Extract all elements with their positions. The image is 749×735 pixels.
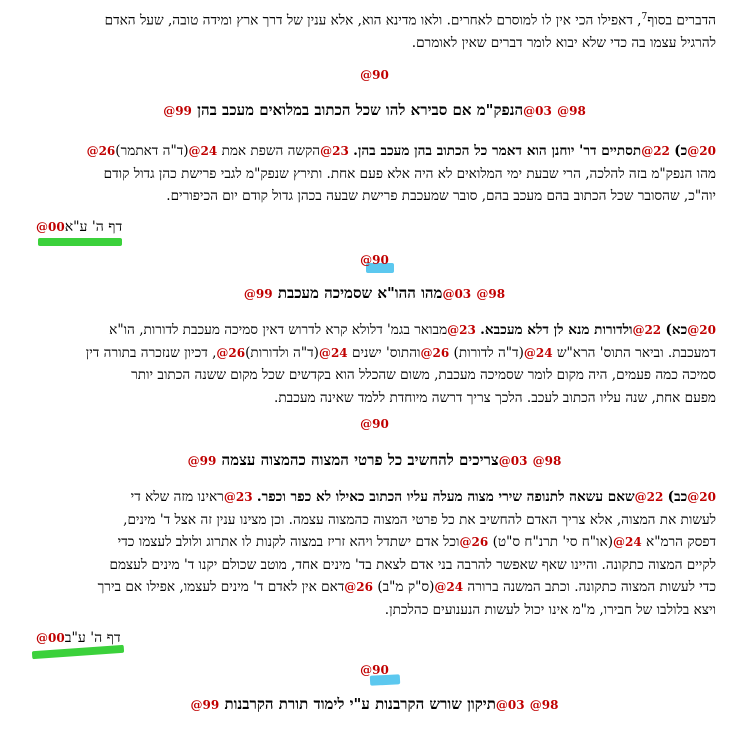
marker-90: 90@: [360, 253, 389, 267]
heading-text: מהו ההו"א שסמיכה מעכבת: [277, 284, 443, 302]
text-run: ראינו מזה שלא די: [130, 489, 224, 505]
daf-marker: [36, 630, 121, 647]
source-ref: (ד"ה ולדורות): [245, 344, 319, 361]
marker-03: 03@: [442, 287, 472, 301]
marker-26: 26@: [420, 345, 450, 360]
section-heading: [0, 284, 749, 303]
text-run: כדי לעשות המצוה כתקונה. וכתב המשנה ברורה: [467, 579, 716, 595]
marker-99: 99@: [187, 454, 217, 468]
text-line: לעשות את המצוה, אלא צריך האדם להחשיב את כל פרטי המצוה כהמצוה עצמה. וכן מצינו ענין זה אצל ד' מינים,: [123, 511, 716, 528]
marker-90: 90@: [360, 663, 389, 677]
marker-24: 24@: [523, 345, 553, 360]
section-kaf-bet: [36, 486, 716, 621]
marker-24: 24@: [613, 535, 642, 549]
text-run: וכל אדם ישתדל ויהא זריז במצוה לקנות לו אתרוג ולולב לעצמו כדי: [117, 534, 460, 550]
marker-20: 20@: [687, 144, 716, 158]
green-highlight: [38, 238, 122, 246]
lead-text: שאם עשאה לתנופה שירי מצוה מעלה עליו הכתוב כאילו לא כפר וכפר.: [256, 489, 635, 505]
text-run: דמעכבת. וביאר התוס' הרא"ש: [556, 344, 716, 361]
text-run: הקשה השפת אמת: [221, 143, 321, 159]
section-heading: [0, 695, 749, 714]
heading-text: הנפק"מ אם סבירא להו שכל הכתוב במלואים מעכב בהן: [197, 101, 524, 119]
marker-26: 26@: [86, 144, 116, 158]
marker-03: 03@: [498, 454, 528, 468]
marker-00: 00@: [36, 220, 65, 234]
section-letter: כא): [665, 322, 688, 338]
section-kaf-alef: [36, 319, 716, 409]
marker-98: 98@: [476, 287, 506, 301]
heading-text: צריכים להחשיב כל פרטי המצוה כהמצוה עצמה: [221, 451, 499, 469]
marker-24: 24@: [318, 345, 348, 360]
source-ref: (או"ח סי' תרנ"ח ס"ט): [492, 534, 613, 550]
source-ref: (ס"ק מ"ב): [377, 579, 435, 595]
text-run: , דאפילו הכי אין לו למוסרם לאחרים. ולאו מדינא הוא, אלא ענין של דרך ארץ ומידה טובה, שעל האדם: [104, 12, 642, 29]
text-run: והתוס' ישנים: [351, 344, 421, 361]
text-run: מבואר בגמ' דלולא קרא לדרוש דאין סמיכה מעכבת לדורות, הו"א: [109, 322, 448, 338]
marker-00: 00@: [36, 631, 65, 645]
text-line: מהו הנפק"מ בזה להלכה, הרי שבעת ימי המלואים לא היה אלא פעם אחת. ותירץ שנפק"מ לגבי פרישת כהן גדול קודם: [103, 165, 716, 182]
text-run: דאם אין לאדם ד' מינים לעצמו, אפילו אם בירך: [97, 579, 345, 595]
section-kaf: [36, 140, 716, 208]
text-line: לקיים המצוה כתקונה. והיינו שאף שאפשר להרבה בני אדם לצאת בד' מינים אחד, מוטב שכולם יקנו ד' מינים לעצמם: [109, 556, 716, 573]
marker-98: 98@: [557, 104, 586, 118]
lead-text: ולדורות מנא לן דלא מעכבא.: [480, 322, 633, 338]
heading-text: תיקון שורש הקרבנות ע"י לימוד תורת הקרבנות: [224, 695, 496, 713]
section-letter: כ): [674, 143, 688, 159]
marker-99: 99@: [190, 698, 220, 712]
marker-22: 22@: [634, 490, 664, 504]
footnote-number: 7: [641, 12, 648, 22]
marker-99: 99@: [163, 104, 192, 118]
marker-03: 03@: [495, 698, 525, 712]
marker-23: 23@: [223, 490, 253, 504]
text-line: מפעם אחת, שנה עליו הכתוב לעכב. הלכך צריך דרשה מיוחדת ללמד שאינה מעכבת.: [274, 389, 716, 406]
marker-24: 24@: [188, 144, 218, 158]
daf-label: דף ה' ע"א: [64, 219, 123, 235]
marker-26: 26@: [459, 535, 489, 549]
marker-23: 23@: [447, 323, 476, 337]
section-letter: כב): [667, 489, 688, 505]
text-line: סמיכה כמה פעמים, היה מקום לומר שסמיכה מעכבת, משום שהכלל הוא בקדשים שכל מקום ששנה הכתוב יותר: [131, 367, 716, 383]
marker-90: 90@: [360, 68, 389, 82]
marker-26: 26@: [344, 580, 373, 594]
text-run: הדברים בסוף: [647, 12, 716, 29]
marker-20: 20@: [687, 323, 716, 337]
text-line: יוה"כ, שהסובר שכל הכתוב בהם מעכב בהם, סובר שמעכבת פרישת שבעה בכהן גדול קודם יום הכיפורים.: [166, 188, 716, 204]
lead-text: תסתיים דר' יוחנן הוא דאמר כל הכתוב בהן מעכב בהן.: [353, 143, 642, 159]
marker-20: 20@: [687, 490, 716, 504]
text-line: ויצא בלולבו של חבירו, מ"מ אינו יכול לעשות הנענועים כהלכתן.: [384, 601, 716, 618]
top-paragraph: [36, 6, 716, 55]
text-run: דפסק הרמ"א: [646, 534, 716, 550]
section-heading: [0, 451, 749, 470]
marker-26: 26@: [216, 345, 246, 360]
marker-90: 90@: [360, 417, 389, 431]
marker-22: 22@: [632, 323, 662, 337]
source-ref: (ד"ה דאתמר): [115, 143, 189, 159]
marker-03: 03@: [523, 104, 552, 118]
marker-22: 22@: [641, 144, 670, 158]
marker-23: 23@: [320, 144, 349, 158]
text-line: להרגיל עצמו בה כדי שלא יבוא לומר דברים שאין לאומרם.: [411, 35, 716, 52]
marker-98: 98@: [532, 454, 562, 468]
source-ref: (ד"ה לדורות): [453, 344, 524, 361]
section-heading: [0, 101, 749, 120]
daf-label: דף ה' ע"ב: [64, 630, 121, 646]
marker-24: 24@: [434, 580, 464, 594]
text-run: , דכיון שנזכרה בתורה דין: [85, 344, 217, 361]
marker-98: 98@: [529, 698, 559, 712]
marker-99: 99@: [243, 287, 273, 301]
daf-marker: [36, 219, 122, 236]
